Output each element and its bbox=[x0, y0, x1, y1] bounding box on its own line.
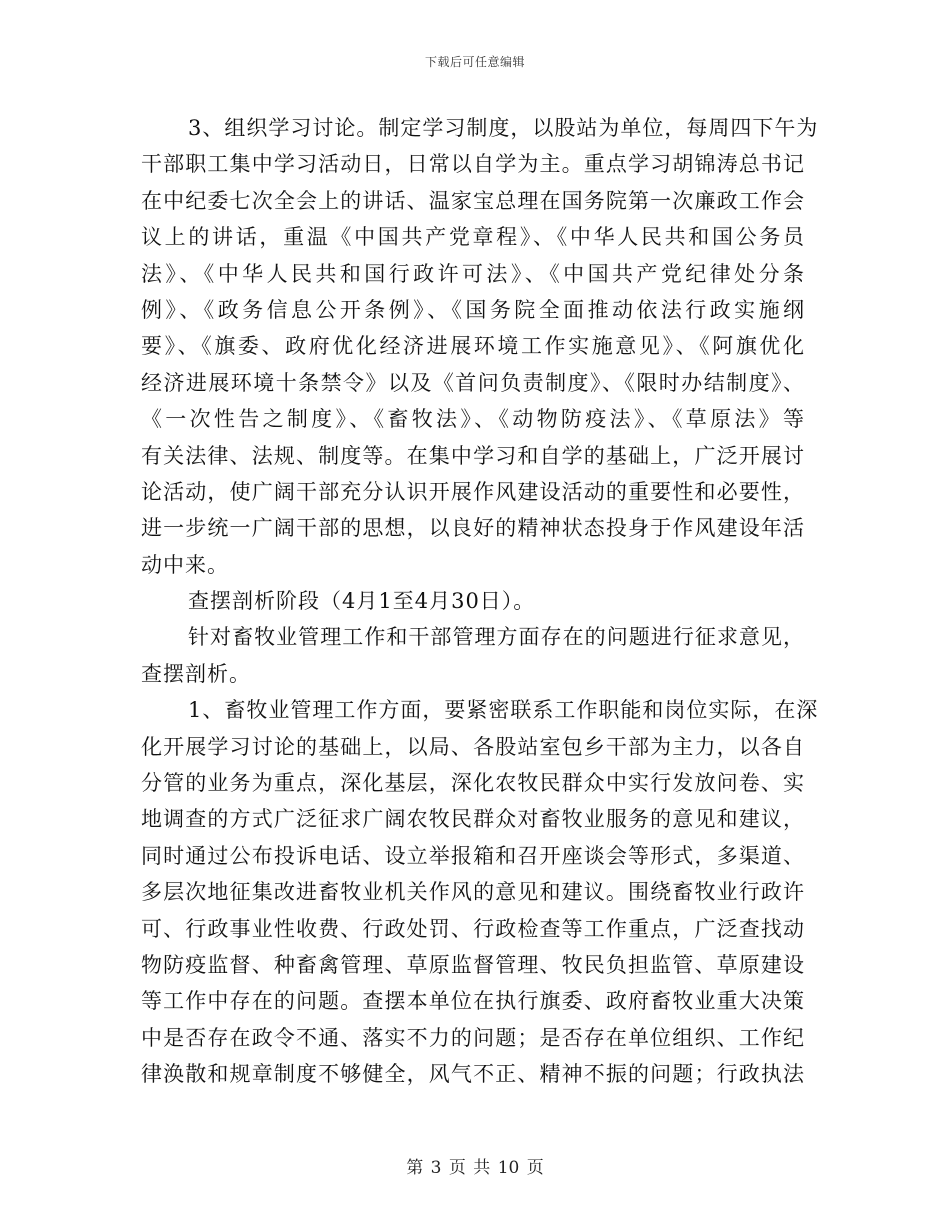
text-line: 中是否存在政令不通、落实不力的问题；是否存在单位组织、工作纪 bbox=[141, 1025, 805, 1050]
text-line: 《一次性告之制度》、《畜牧法》、《动物防疫法》、《草原法》等 bbox=[141, 407, 805, 432]
text-line: 多层次地征集改进畜牧业机关作风的意见和建议。围绕畜牧业行政许 bbox=[141, 880, 805, 905]
text-line: 干部职工集中学习活动日，日常以自学为主。重点学习胡锦涛总书记 bbox=[141, 152, 805, 177]
text-line: 在中纪委七次全会上的讲话、温家宝总理在国务院第一次廉政工作会 bbox=[141, 188, 805, 213]
text-line: 化开展学习讨论的基础上，以局、各股站室包乡干部为主力，以各自 bbox=[141, 734, 805, 759]
text-line: 动中来。 bbox=[141, 552, 229, 577]
text-line: 1、畜牧业管理工作方面，要紧密联系工作职能和岗位实际，在深 bbox=[188, 698, 819, 723]
page-footer: 第 3 页 共 10 页 bbox=[406, 1158, 544, 1178]
text-line: 地调查的方式广泛征求广阔农牧民群众对畜牧业服务的意见和建议， bbox=[141, 807, 805, 832]
text-line: 有关法律、法规、制度等。在集中学习和自学的基础上，广泛开展讨 bbox=[141, 443, 805, 468]
text-line: 针对畜牧业管理工作和干部管理方面存在的问题进行征求意见， bbox=[188, 625, 805, 650]
text-line: 3、组织学习讨论。制定学习制度，以股站为单位，每周四下午为 bbox=[188, 116, 819, 140]
text-line: 法》、《中华人民共和国行政许可法》、《中国共产党纪律处分条 bbox=[141, 261, 805, 286]
text-line: 例》、《政务信息公开条例》、《国务院全面推动依法行政实施纲 bbox=[141, 297, 805, 322]
text-line: 议上的讲话，重温《中国共产党章程》、《中华人民共和国公务员 bbox=[141, 225, 805, 250]
text-line: 同时通过公布投诉电话、设立举报箱和召开座谈会等形式，多渠道、 bbox=[141, 843, 805, 868]
text-line: 查摆剖析阶段（4月1至4月30日）。 bbox=[188, 589, 536, 614]
text-line: 要》、《旗委、政府优化经济进展环境工作实施意见》、《阿旗优化 bbox=[141, 334, 805, 359]
document-body bbox=[141, 110, 819, 1093]
text-line: 等工作中存在的问题。查摆本单位在执行旗委、政府畜牧业重大决策 bbox=[141, 989, 805, 1014]
text-line: 分管的业务为重点，深化基层，深化农牧民群众中实行发放问卷、实 bbox=[141, 771, 805, 796]
text-line: 可、行政事业性收费、行政处罚、行政检查等工作重点，广泛查找动 bbox=[141, 916, 805, 941]
page-header: 下载后可任意编辑 bbox=[424, 55, 525, 69]
text-line: 论活动，使广阔干部充分认识开展作风建设活动的重要性和必要性， bbox=[141, 479, 805, 504]
text-line: 物防疫监督、种畜禽管理、草原监督管理、牧民负担监管、草原建设 bbox=[141, 952, 805, 977]
text-line: 律涣散和规章制度不够健全，风气不正、精神不振的问题；行政执法 bbox=[141, 1062, 805, 1087]
text-line: 进一步统一广阔干部的思想，以良好的精神状态投身于作风建设年活 bbox=[141, 516, 805, 541]
text-line: 查摆剖析。 bbox=[141, 661, 251, 686]
text-line: 经济进展环境十条禁令》以及《首问负责制度》、《限时办结制度》、 bbox=[141, 370, 805, 395]
